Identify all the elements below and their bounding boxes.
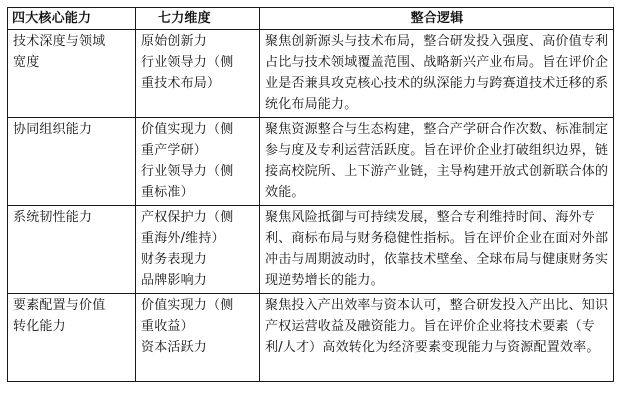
force-line: 重产学研） (141, 143, 208, 158)
force-line: 行业领导力（侧 (141, 55, 234, 70)
force-line: 重海外/维持） (141, 231, 225, 246)
force-line: 重标准） (141, 185, 194, 200)
header-logic: 整合逻辑 (260, 8, 614, 30)
forces-cell (136, 294, 260, 382)
force-line: 行业领导力（侧 (141, 164, 234, 179)
force-line: 价值实现力（侧 (141, 122, 234, 137)
force-line: 重技术布局） (141, 76, 221, 91)
capability-cell (8, 206, 136, 294)
force-line: 价值实现力（侧 (141, 298, 234, 313)
capability-line: 协同组织能力 (13, 122, 93, 137)
table-row (8, 30, 614, 118)
capability-line: 宽度 (13, 55, 40, 70)
header-capability: 四大核心能力 (8, 8, 136, 30)
capability-cell (8, 294, 136, 382)
force-line: 品牌影响力 (141, 273, 208, 288)
forces-cell (136, 30, 260, 118)
force-line: 资本活跃力 (141, 340, 208, 355)
force-line: 财务表现力 (141, 252, 208, 267)
capability-line: 系统韧性能力 (13, 210, 93, 225)
force-line: 重收益） (141, 319, 194, 334)
forces-cell (136, 118, 260, 206)
logic-cell: 聚焦风险抵御与可持续发展，整合专利维持时间、海外专利、商标布局与财务稳健性指标。旨在评价企业在面对外部冲击与周期波动时，依靠技术壁垒、全球布局与健康财务实现逆势增长的能力。 (260, 206, 614, 294)
capability-matrix-table (7, 7, 614, 382)
capability-cell (8, 118, 136, 206)
logic-cell: 聚焦资源整合与生态构建，整合产学研合作次数、标准制定参与度及专利运营活跃度。旨在评价企业打破组织边界，链接高校院所、上下游产业链，主导构建开放式创新联合体的效能。 (260, 118, 614, 206)
capability-cell (8, 30, 136, 118)
force-line: 原始创新力 (141, 34, 208, 49)
logic-cell: 聚焦创新源头与技术布局，整合研发投入强度、高价值专利占比与技术领域覆盖范围、战略新兴产业布局。旨在评价企业是否兼具攻克核心技术的纵深能力与跨赛道技术迁移的系统化布局能力。 (260, 30, 614, 118)
header-forces: 七力维度 (136, 8, 260, 30)
table-row (8, 206, 614, 294)
table-row (8, 118, 614, 206)
force-line: 产权保护力（侧 (141, 210, 234, 225)
forces-cell (136, 206, 260, 294)
capability-line: 转化能力 (13, 319, 66, 334)
capability-line: 技术深度与领域 (13, 34, 106, 49)
logic-cell: 聚焦投入产出效率与资本认可，整合研发投入产出比、知识产权运营收益及融资能力。旨在评价企业将技术要素（专利/人才）高效转化为经济要素变现能力与资源配置效率。 (260, 294, 614, 382)
table-row (8, 294, 614, 382)
capability-line: 要素配置与价值 (13, 298, 106, 313)
table-header-row (8, 8, 614, 30)
